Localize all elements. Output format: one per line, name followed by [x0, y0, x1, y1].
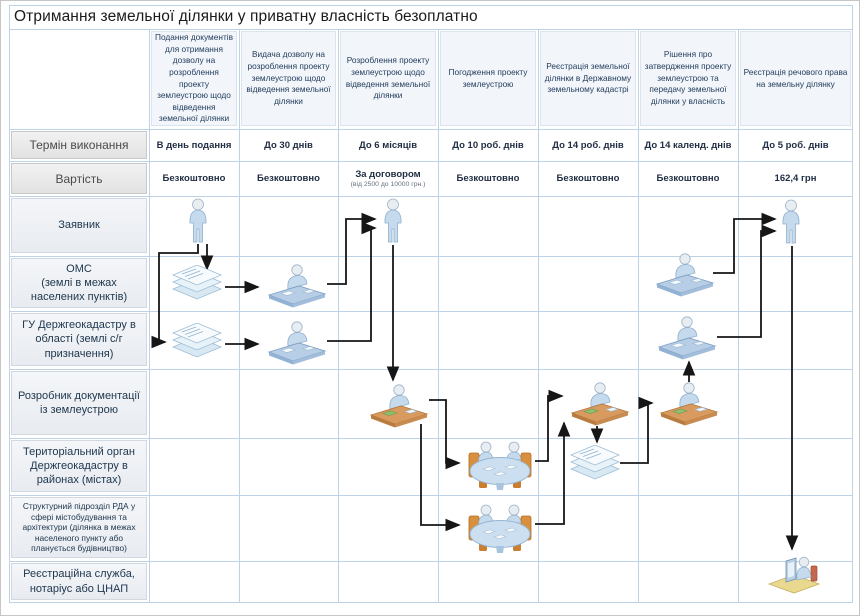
term-value-2: До 30 днів: [264, 139, 313, 151]
rda-meeting-table-icon: [469, 505, 531, 553]
actor-label-developer: Розробник документації із землеустрою: [11, 371, 147, 435]
cost-value-4: [438, 161, 538, 196]
geocadastre-decision-desk-icon: [659, 317, 715, 360]
actor-label-rda-unit: Структурний підрозділ РДА у сфері містобудування та архітектури (ділянка в межах населеного пункту або планується будівництво): [11, 497, 147, 558]
geocadastre-clerk-desk-icon: [269, 322, 325, 365]
cost-value-3: [338, 161, 438, 196]
term-value-7: До 5 роб. днів: [762, 139, 829, 151]
application-documents-icon: [173, 265, 221, 299]
cost-text: 162,4 грн: [774, 173, 817, 184]
applicant-person-icon: [190, 199, 206, 242]
actor-label-oms: ОМС (землі в межах населених пунктів): [11, 258, 147, 308]
developer-desk-icon: [371, 385, 427, 428]
cost-text: Безкоштовно: [456, 173, 520, 184]
applicant-person-icon: [385, 199, 401, 242]
cost-text: Безкоштовно: [257, 173, 320, 184]
arrow-geocadastre-desk-to-applicant: [327, 228, 375, 341]
term-value-3: До 6 місяців: [358, 139, 418, 151]
cost-value-1: [149, 161, 239, 196]
cost-text: За договором: [355, 169, 421, 180]
step-header-2: Видача дозволу на розроблення проекту землеустрою щодо відведення земельної ділянки: [241, 31, 336, 126]
step-header-7: Реєстрація речового права на земельну ділянку: [740, 31, 851, 126]
step-header-4: Погодження проекту землеустрою: [440, 31, 536, 126]
step-header-5: Реєстрація земельної ділянки в Державному земельному кадастрі: [540, 31, 636, 126]
term-value-6: До 14 календ. днів: [644, 139, 732, 151]
step-header-6: Рішення про затвердження проекту землеустрою та передачу земельної ділянки у власність: [640, 31, 736, 126]
arrow-geocadastre-decision-to-applicant: [717, 231, 775, 337]
applicant-person-icon: [783, 200, 799, 243]
cost-value-5: [538, 161, 638, 196]
step-header-3: Розроблення проекту землеустрою щодо відведення земельної ділянки: [340, 31, 436, 126]
cost-row-label: Вартість: [11, 163, 147, 194]
actor-label-applicant: Заявник: [11, 198, 147, 253]
term-value-5: До 14 роб. днів: [552, 139, 624, 151]
arrow-rda-meeting-to-registration-desk: [535, 423, 564, 524]
cost-text: Безкоштовно: [162, 173, 226, 184]
cadastre-extract-documents-icon: [571, 445, 619, 479]
oms-clerk-desk-icon: [269, 265, 325, 308]
arrow-extract-docs-to-approval-desk: [620, 403, 652, 463]
cost-note: (від 2500 до 10000 грн.): [350, 181, 426, 188]
page-title: Отримання земельної ділянки у приватну власність безоплатно: [14, 8, 478, 25]
actor-label-territorial-body: Територіальний орган Держгеокадастру в районах (містах): [11, 440, 147, 492]
arrow-territorial-meeting-to-registration-desk: [535, 396, 562, 461]
cost-value-2: [239, 161, 338, 196]
arrow-applicant-to-geocadastre-docs: [159, 244, 198, 342]
arrow-oms-desk-to-applicant: [327, 219, 375, 284]
cost-value-7: [738, 161, 853, 196]
actor-label-registration-service: Реєстраційна служба, нотаріус або ЦНАП: [11, 563, 147, 600]
registrar-computer-icon: [769, 557, 819, 593]
territorial-meeting-table-icon: [469, 442, 531, 490]
developer-approval-desk-icon: [661, 383, 717, 426]
step-header-1: Подання документів для отримання дозволу на розроблення проекту землеустрою щодо відведення земельної ділянки: [151, 31, 237, 126]
term-value-4: До 10 роб. днів: [452, 139, 524, 151]
arrow-oms-decision-to-applicant: [713, 219, 775, 273]
arrow-developer-to-rda-meeting: [421, 424, 459, 525]
arrow-developer-to-territorial-meeting: [429, 400, 459, 463]
term-row-label: Термін виконання: [11, 131, 147, 159]
application-documents-icon: [173, 323, 221, 357]
cost-value-6: [638, 161, 738, 196]
oms-decision-desk-icon: [657, 254, 713, 297]
term-value-1: В день подання: [156, 139, 232, 151]
flow-arrows: [159, 219, 792, 549]
developer-registration-desk-icon: [572, 383, 628, 426]
cost-text: Безкоштовно: [556, 173, 620, 184]
actor-label-geocadastre-oblast: ГУ Держгеокадастру в області (землі с/г призначення): [11, 313, 147, 366]
cost-text: Безкоштовно: [656, 173, 720, 184]
